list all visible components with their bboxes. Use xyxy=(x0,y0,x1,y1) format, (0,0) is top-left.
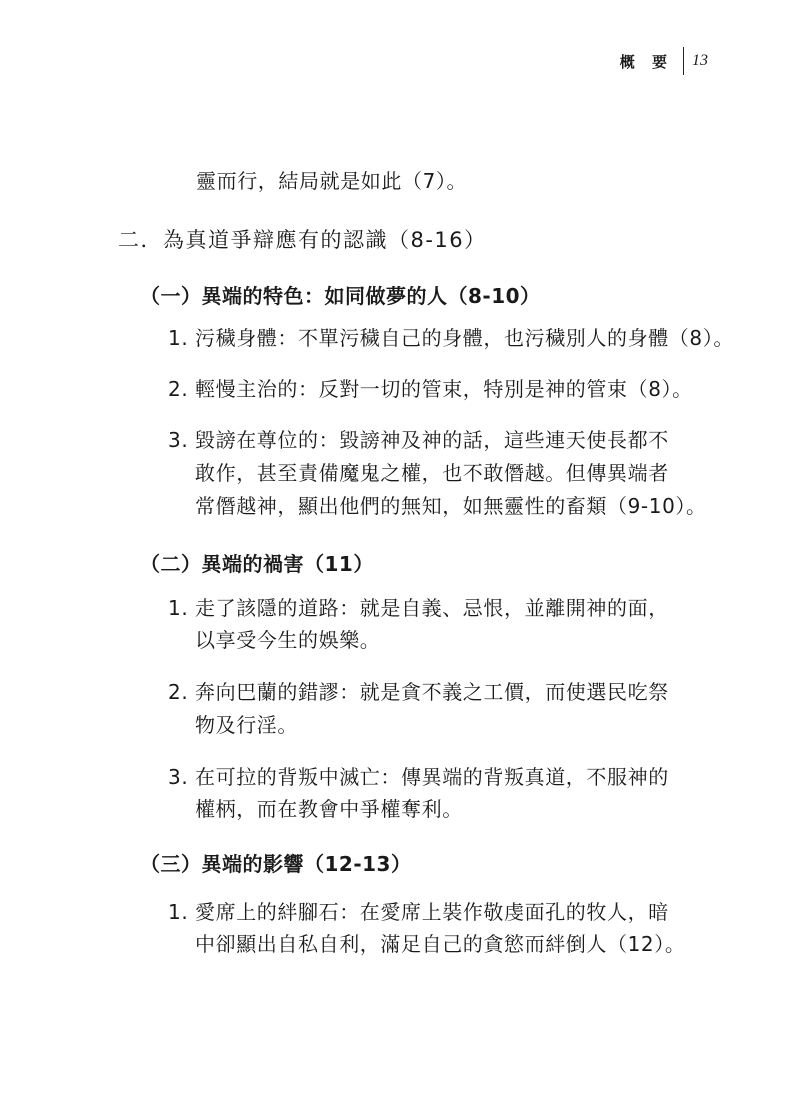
item-number: 2. xyxy=(168,377,189,401)
list-item xyxy=(168,593,669,623)
item-text-continuation: 物及行淫。 xyxy=(195,713,298,737)
item-text: 愛席上的絆腳石：在愛席上裝作敬虔面孔的牧人，暗 xyxy=(195,900,669,924)
item-text-continuation: 以享受今生的娛樂。 xyxy=(195,628,381,652)
subsection-heading-3: （三）異端的影響（12-13） xyxy=(140,852,412,876)
item-number: 3. xyxy=(168,765,189,789)
item-number: 1. xyxy=(168,326,189,350)
subsection-heading-2: （二）異端的禍害（11） xyxy=(140,552,374,576)
item-text-continuation: 敢作，甚至責備魔鬼之權，也不敢僭越。但傳異端者 xyxy=(195,461,669,485)
list-item xyxy=(168,323,734,353)
list-item xyxy=(168,897,669,927)
item-number: 3. xyxy=(168,428,189,452)
list-item xyxy=(168,425,669,455)
running-header xyxy=(620,46,708,76)
item-text-continuation: 權柄，而在教會中爭權奪利。 xyxy=(195,797,463,821)
item-number: 1. xyxy=(168,596,189,620)
header-divider xyxy=(683,47,684,75)
continuation-line: 靈而行，結局就是如此（7）。 xyxy=(196,169,468,193)
item-text: 輕慢主治的：反對一切的管束，特別是神的管束（8）。 xyxy=(195,377,693,401)
list-item xyxy=(168,762,669,792)
list-item xyxy=(168,677,669,707)
subsection-heading-1: （一）異端的特色：如同做夢的人（8-10） xyxy=(140,284,541,308)
item-text: 污穢身體：不單污穢自己的身體，也污穢別人的身體（8）。 xyxy=(195,326,734,350)
item-number: 1. xyxy=(168,900,189,924)
page-number: 13 xyxy=(692,52,708,69)
section-heading: 二．為真道爭辯應有的認識（8-16） xyxy=(118,228,487,252)
item-text: 走了該隱的道路：就是自義、忌恨，並離開神的面， xyxy=(195,596,669,620)
list-item xyxy=(168,374,693,404)
running-title: 概 要 xyxy=(619,52,673,71)
item-text-continuation: 中卻顯出自私自利，滿足自己的貪慾而絆倒人（12）。 xyxy=(195,932,686,956)
item-text-continuation: 常僭越神，顯出他們的無知，如無靈性的畜類（9-10）。 xyxy=(195,494,707,518)
item-text: 毀謗在尊位的：毀謗神及神的話，這些連天使長都不 xyxy=(195,428,669,452)
item-text: 奔向巴蘭的錯謬：就是貪不義之工價，而使選民吃祭 xyxy=(195,680,669,704)
item-number: 2. xyxy=(168,680,189,704)
item-text: 在可拉的背叛中滅亡：傳異端的背叛真道，不服神的 xyxy=(195,765,669,789)
